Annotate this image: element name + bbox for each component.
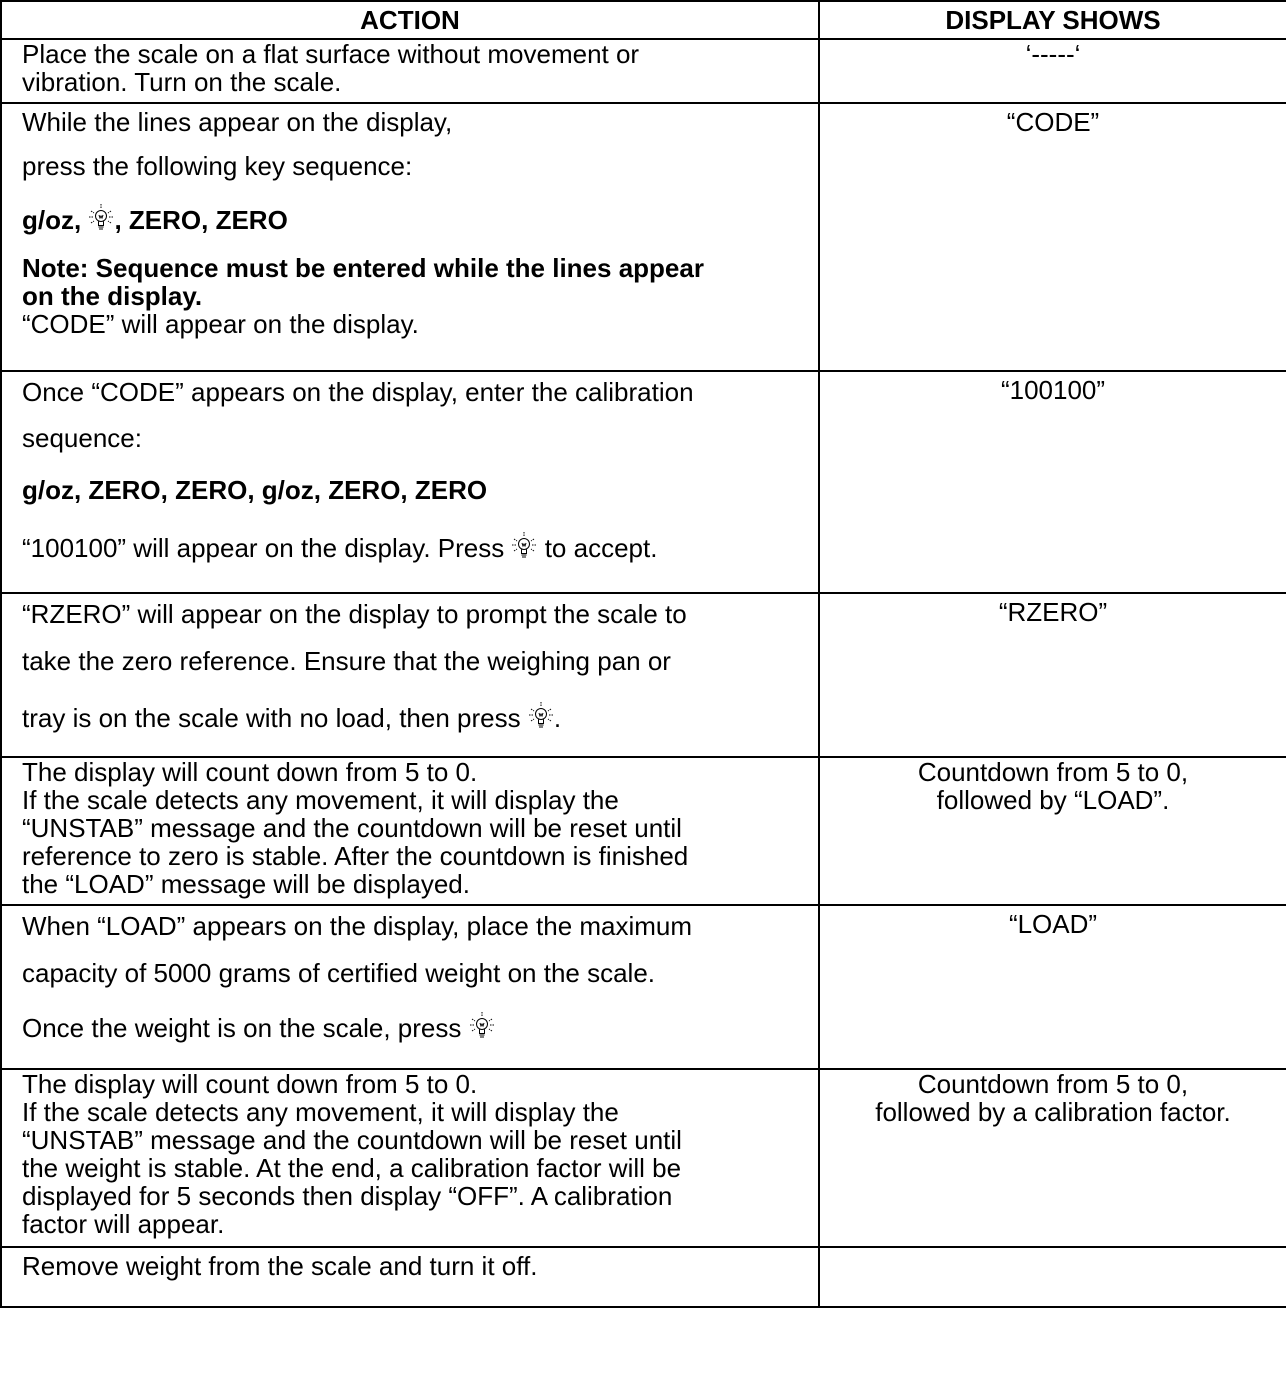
display-value: ‘-----‘	[1025, 39, 1081, 69]
action-line: While the lines appear on the display,	[22, 107, 453, 137]
display-cell	[819, 371, 1286, 593]
action-text: Once the weight is on the scale, press	[22, 1013, 462, 1043]
action-line: “RZERO” will appear on the display to prompt the scale to	[22, 599, 687, 629]
light-bulb-icon	[511, 520, 537, 550]
display-value: Countdown from 5 to 0,	[917, 1069, 1189, 1099]
action-line: Remove weight from the scale and turn it off.	[22, 1251, 538, 1281]
display-cell	[819, 1247, 1286, 1307]
display-cell	[819, 103, 1286, 371]
display-value: “LOAD”	[1008, 909, 1098, 939]
table-row	[1, 1069, 1286, 1247]
action-text: “100100” will appear on the display. Press	[22, 533, 505, 563]
action-line: “UNSTAB” message and the countdown will be reset until	[22, 1125, 682, 1155]
action-line: If the scale detects any movement, it will display the	[22, 1097, 619, 1127]
display-value: “RZERO”	[998, 597, 1108, 627]
action-text: .	[553, 703, 562, 733]
action-line: take the zero reference. Ensure that the weighing pan or	[22, 646, 671, 676]
action-line: “CODE” will appear on the display.	[22, 309, 419, 339]
action-line: Once “CODE” appears on the display, enter the calibration	[22, 377, 694, 407]
note-line: on the display.	[22, 281, 203, 311]
table-row	[1, 593, 1286, 757]
key-sequence	[22, 192, 818, 248]
action-cell	[1, 757, 819, 905]
action-line: press the following key sequence:	[22, 151, 413, 181]
action-line: factor will appear.	[22, 1209, 225, 1239]
display-value: followed by a calibration factor.	[875, 1097, 1231, 1127]
light-bulb-icon	[469, 1004, 495, 1034]
action-cell	[1, 905, 819, 1069]
action-line: When “LOAD” appears on the display, place the maximum	[22, 911, 693, 941]
table-row	[1, 1247, 1286, 1307]
display-cell	[819, 905, 1286, 1069]
note-line: Note: Sequence must be entered while the lines appear	[22, 253, 704, 283]
display-value: followed by “LOAD”.	[936, 785, 1170, 815]
action-text: tray is on the scale with no load, then press	[22, 703, 521, 733]
key-zero-zero: , ZERO, ZERO	[114, 205, 288, 235]
light-bulb-icon	[528, 692, 554, 722]
action-line: displayed for 5 seconds then display “OFF”. A calibration	[22, 1181, 673, 1211]
key-gloz: g/oz,	[22, 205, 82, 235]
table-row	[1, 39, 1286, 103]
action-line: the weight is stable. At the end, a calibration factor will be	[22, 1153, 682, 1183]
action-cell	[1, 39, 819, 103]
action-cell	[1, 1247, 819, 1307]
action-line: the “LOAD” message will be displayed.	[22, 869, 470, 899]
action-cell	[1, 103, 819, 371]
action-line: capacity of 5000 grams of certified weight on the scale.	[22, 958, 656, 988]
header-action: ACTION	[1, 1, 819, 39]
table-row	[1, 757, 1286, 905]
action-line: If the scale detects any movement, it will display the	[22, 785, 619, 815]
action-line: The display will count down from 5 to 0.	[22, 757, 478, 787]
table-header-row	[1, 1, 1286, 39]
display-value: “CODE”	[1006, 107, 1100, 137]
action-line	[22, 688, 818, 748]
action-cell	[1, 371, 819, 593]
display-cell	[819, 757, 1286, 905]
action-line: sequence:	[22, 423, 142, 453]
display-value: Countdown from 5 to 0,	[917, 757, 1189, 787]
display-value: “100100”	[1000, 375, 1106, 405]
calibration-sequence: g/oz, ZERO, ZERO, g/oz, ZERO, ZERO	[22, 475, 488, 505]
header-display-shows: DISPLAY SHOWS	[819, 1, 1286, 39]
action-line: reference to zero is stable. After the countdown is finished	[22, 841, 689, 871]
action-line: The display will count down from 5 to 0.	[22, 1069, 478, 1099]
action-cell	[1, 1069, 819, 1247]
action-line: vibration. Turn on the scale.	[22, 67, 342, 97]
display-cell	[819, 39, 1286, 103]
action-line	[22, 516, 818, 580]
display-cell	[819, 1069, 1286, 1247]
table-row	[1, 905, 1286, 1069]
light-bulb-icon	[88, 196, 114, 226]
table-row	[1, 103, 1286, 371]
table-row	[1, 371, 1286, 593]
action-line	[22, 1000, 818, 1056]
action-text: to accept.	[544, 533, 658, 563]
display-cell	[819, 593, 1286, 757]
action-line: “UNSTAB” message and the countdown will be reset until	[22, 813, 682, 843]
action-cell	[1, 593, 819, 757]
action-line: Place the scale on a flat surface without movement or	[22, 39, 640, 69]
